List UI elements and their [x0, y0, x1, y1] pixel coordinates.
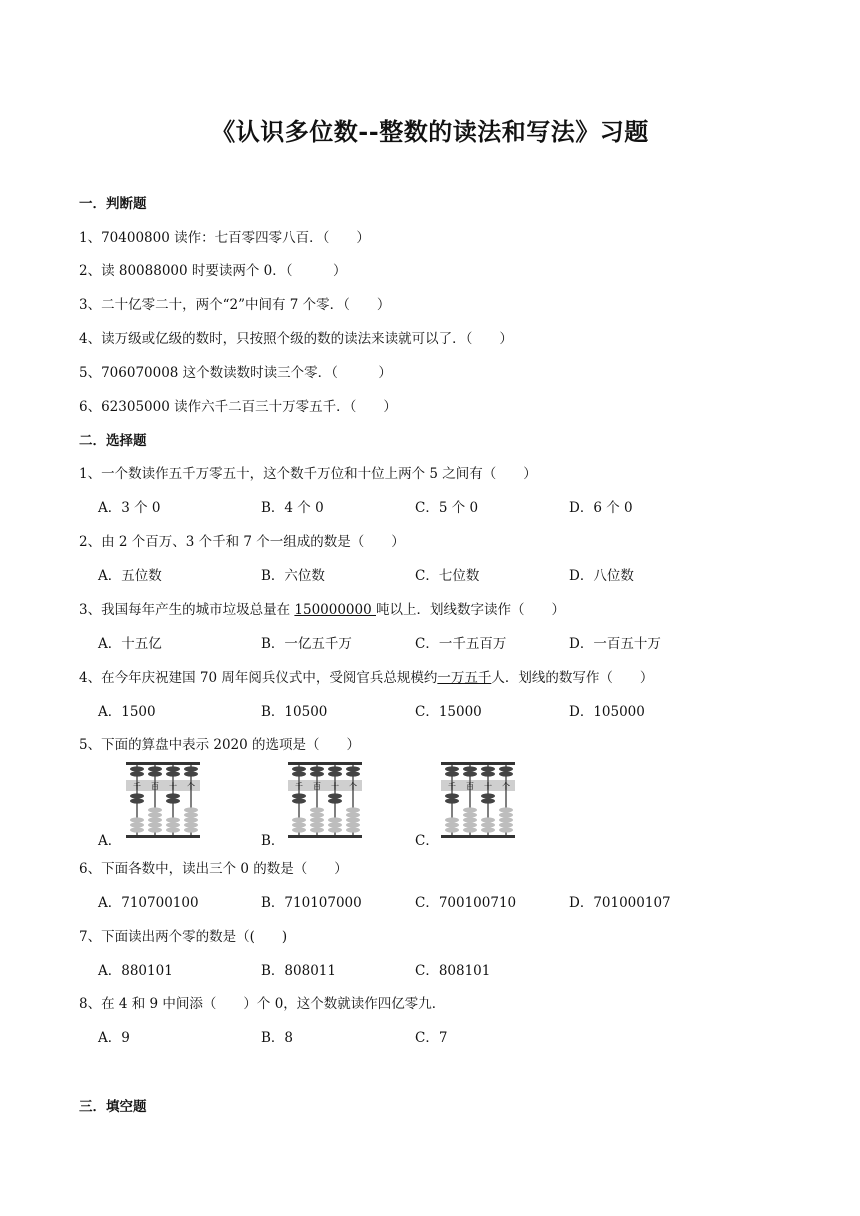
section-heading-fill: 三．填空题: [79, 1099, 147, 1115]
choice-2-option-c: C．七位数: [415, 568, 480, 584]
choice-question-6: 6、下面各数中，读出三个 0 的数是（ ）: [79, 861, 348, 877]
abacus-figure: [124, 760, 202, 840]
svg-text:千: 千: [295, 782, 303, 791]
choice-5-option-b: B．: [261, 833, 285, 849]
svg-text:个: 个: [502, 782, 510, 791]
choice-6-option-d: D．701000107: [569, 895, 671, 911]
svg-text:百: 百: [466, 782, 474, 791]
choice-3-option-c: C．一千五百万: [415, 636, 507, 652]
choice-question-7: 7、下面读出两个零的数是（( ): [79, 929, 288, 945]
judge-question-1: 1、70400800 读作：七百零四零八百．（ ）: [79, 230, 370, 246]
abacus-figure: [286, 760, 364, 840]
choice-8-option-c: C．7: [415, 1030, 448, 1046]
choice-question-8: 8、在 4 和 9 中间添（ ）个 0，这个数就读作四亿零九．: [79, 996, 446, 1012]
judge-question-4: 4、读万级或亿级的数时，只按照个级的数的读法来读就可以了．（ ）: [79, 331, 513, 347]
choice-3-option-a: A．十五亿: [98, 636, 162, 652]
choice-1-option-a: A．3 个 0: [98, 500, 161, 516]
svg-text:个: 个: [349, 782, 357, 791]
choice-8-option-b: B．8: [261, 1030, 294, 1046]
choice-7-option-b: B．808011: [261, 963, 336, 979]
abacus-option-a: [124, 760, 202, 840]
abacus-figure: [439, 760, 517, 840]
choice-7-option-a: A．880101: [98, 963, 173, 979]
svg-text:十: 十: [169, 782, 177, 791]
judge-question-6: 6、62305000 读作六千二百三十万零五千．（ ）: [79, 399, 397, 415]
judge-question-2: 2、读 80088000 时要读两个 0．（ ）: [79, 263, 347, 279]
choice-8-option-a: A．9: [98, 1030, 130, 1046]
choice-1-option-d: D．6 个 0: [569, 500, 633, 516]
section-heading-choice: 二．选择题: [79, 433, 147, 449]
choice-5-option-c: C．: [415, 833, 439, 849]
svg-text:十: 十: [484, 782, 492, 791]
abacus-option-b: [286, 760, 364, 840]
judge-question-5: 5、706070008 这个数读数时读三个零．（ ）: [79, 365, 392, 381]
choice-question-2: 2、由 2 个百万、3 个千和 7 个一组成的数是（ ）: [79, 534, 405, 550]
choice-question-3: 3、我国每年产生的城市垃圾总量在 150000000 吨以上．划线数字读作（ ）: [79, 602, 565, 618]
choice-4-option-d: D．105000: [569, 704, 645, 720]
svg-text:百: 百: [151, 782, 159, 791]
choice-question-1: 1、一个数读作五千万零五十，这个数千万位和十位上两个 5 之间有（ ）: [79, 466, 537, 482]
choice-5-option-a: A．: [98, 833, 122, 849]
svg-text:千: 千: [448, 782, 456, 791]
page-title: 《认识多位数--整数的读法和写法》习题: [211, 117, 649, 146]
underlined-number: 150000000: [294, 602, 376, 618]
svg-text:百: 百: [313, 782, 321, 791]
underlined-words: 一万五千: [437, 670, 492, 686]
choice-3-option-d: D．一百五十万: [569, 636, 661, 652]
choice-7-option-c: C．808101: [415, 963, 491, 979]
svg-text:个: 个: [187, 782, 195, 791]
choice-question-4: 4、在今年庆祝建国 70 周年阅兵仪式中，受阅官兵总规模约一万五千人．划线的数写作（ ）: [79, 670, 654, 686]
choice-question-5: 5、下面的算盘中表示 2020 的选项是（ ）: [79, 737, 361, 753]
choice-4-option-c: C．15000: [415, 704, 482, 720]
choice-6-option-a: A．710700100: [98, 895, 199, 911]
choice-3-option-b: B．一亿五千万: [261, 636, 352, 652]
choice-1-option-c: C．5 个 0: [415, 500, 479, 516]
abacus-option-c: [439, 760, 517, 840]
choice-6-option-c: C．700100710: [415, 895, 517, 911]
choice-6-option-b: B．710107000: [261, 895, 362, 911]
choice-1-option-b: B．4 个 0: [261, 500, 324, 516]
section-heading-judge: 一．判断题: [79, 196, 147, 212]
choice-2-option-b: B．六位数: [261, 568, 325, 584]
judge-question-3: 3、二十亿零二十，两个“2”中间有 7 个零．（ ）: [79, 297, 391, 313]
choice-4-option-b: B．10500: [261, 704, 328, 720]
choice-4-option-a: A．1500: [98, 704, 156, 720]
svg-text:十: 十: [331, 782, 339, 791]
choice-2-option-d: D．八位数: [569, 568, 634, 584]
choice-2-option-a: A．五位数: [98, 568, 162, 584]
svg-text:千: 千: [133, 782, 141, 791]
